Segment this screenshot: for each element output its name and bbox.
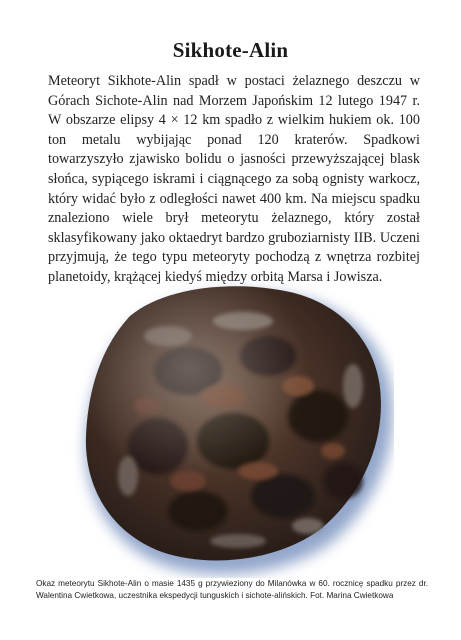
photo-caption: Okaz meteorytu Sikhote-Alin o masie 1435 g przywieziony do Milanówka w 60. rocznicę spadku przez dr. Walentina Cwietkowa, uczestnika ekspedycji tunguskich i sichote-alińskich. Fot. Marina Cwietkowa bbox=[36, 579, 428, 600]
meteorite-image bbox=[68, 276, 394, 578]
article-title: Sikhote-Alin bbox=[172, 38, 289, 62]
meteorite-photo bbox=[68, 276, 394, 578]
article-body: Meteoryt Sikhote-Alin spadł w postaci żelaznego deszczu w Górach Sichote-Alin nad Morzem Japońskim 12 lutego 1947 r. W obszarze elipsy 4 × 12 km spadło z wielkim hukiem ok. 100 ton metalu wybijając ponad 120 kraterów. Spadkowi towarzyszyło zjawisko bolidu o jasności przewyższającej blask słońca, sypiącego iskrami i ciągnącego za sobą ognisty warkocz, który widać było z odległości nawet 400 km. Na miejscu spadku znaleziono wiele brył meteorytu żelaznego, który został sklasyfikowany jako oktaedryt bardzo gruboziarnisty IIB. Uczeni przyjmują, że tego typu meteoryty pochodzą z wnętrza rozbitej planetoidy, krążącej kiedyś między orbitą Marsa i Jowisza. bbox=[48, 73, 420, 285]
